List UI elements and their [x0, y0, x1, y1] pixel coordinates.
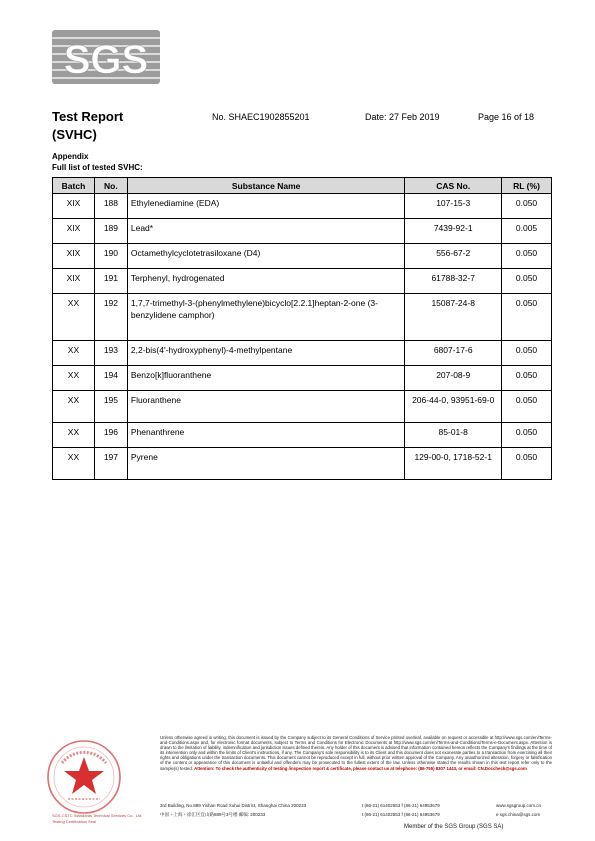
disclaimer-text: Unless otherwise agreed in writing, this document is issued by the Company subject to its General Conditions of Service printed overleaf, available on request or accessible at http://www.sgs.com/en/Terms-and-Conditions.aspx and, for electronic format documents, subject to Terms and Conditions for Electronic Documents at http://www.sgs.com/en/Terms-and-Conditions/Terms-e-Document.aspx. Attention is drawn to the limitation of liability, indemnification and jurisdiction issues defined therein. Any holder of this document is advised that information contained hereon reflects the Company's findings at the time of its intervention only and within the limits of Client's instructions, if any. The Company's sole responsibility is to its Client and this document does not exonerate parties to a transaction from exercising all their rights and obligations under the transaction documents. This document cannot be reproduced except in full, without prior written approval of the Company. Any unauthorized alteration, forgery or falsification of the content or appearance of this document is unlawful and offenders may be prosecuted to the fullest extent of the law. Unless otherwise stated the results shown in this test report refer only to the sample(s) tested.: [160, 735, 552, 771]
col-cas-header: CAS No.: [405, 178, 502, 194]
cell-no: 189: [94, 219, 127, 244]
logo-text: SGS: [63, 38, 149, 82]
authenticity-attention: Attention: To check the authenticity of testing /inspection report & certificate, please contact us at telephone: (86-755) 8307 1443, or email: CN.Doccheck@sgs.com: [194, 765, 527, 771]
cell-no: 193: [94, 341, 127, 366]
phone-cn: t (86-21) 61402553 f (86-21) 64953679: [362, 812, 440, 817]
cell-batch: XX: [53, 391, 95, 423]
cell-cas: 207-08-9: [405, 366, 502, 391]
cell-batch: XIX: [53, 219, 95, 244]
cell-cas: 7439-92-1: [405, 219, 502, 244]
col-no-header: No.: [94, 178, 127, 194]
appendix-label: Appendix: [52, 152, 89, 161]
stamp-caption-1: SGS-CSTC Standards Technical Services Co., Ltd.: [52, 813, 143, 818]
table-row: [53, 219, 552, 244]
cell-rl: 0.050: [502, 244, 552, 269]
cell-batch: XIX: [53, 244, 95, 269]
cell-substance: Octamethylcyclotetrasiloxane (D4): [127, 244, 404, 269]
sgs-logo: [52, 30, 160, 84]
cell-cas: 107-15-3: [405, 194, 502, 219]
cell-batch: XX: [53, 341, 95, 366]
cell-substance: Terphenyl, hydrogenated: [127, 269, 404, 294]
table-row: [53, 423, 552, 448]
cell-rl: 0.050: [502, 423, 552, 448]
cell-substance: 1,7,7-trimethyl-3-(phenylmethylene)bicyclo[2.2.1]heptan-2-one (3-benzylidene camphor): [127, 294, 404, 341]
table-row: [53, 341, 552, 366]
email: e sgs.china@sgs.com: [496, 812, 541, 817]
cell-batch: XX: [53, 366, 95, 391]
table-row: [53, 269, 552, 294]
cell-no: 196: [94, 423, 127, 448]
cell-substance: Pyrene: [127, 448, 404, 480]
cell-substance: Ethylenediamine (EDA): [127, 194, 404, 219]
cell-no: 188: [94, 194, 127, 219]
cell-batch: XIX: [53, 194, 95, 219]
col-batch-header: Batch: [53, 178, 95, 194]
cell-rl: 0.005: [502, 219, 552, 244]
sgs-member-note: Member of the SGS Group (SGS SA): [404, 824, 504, 830]
footer-disclaimer: [160, 735, 552, 771]
cell-cas: 556-67-2: [405, 244, 502, 269]
table-row: [53, 194, 552, 219]
cell-cas: 129-00-0, 1718-52-1: [405, 448, 502, 480]
cell-substance: Fluoranthene: [127, 391, 404, 423]
phone-en: t (86-21) 61402553 f (86-21) 64953679: [362, 803, 440, 808]
cell-cas: 85-01-8: [405, 423, 502, 448]
cell-rl: 0.050: [502, 341, 552, 366]
cell-no: 194: [94, 366, 127, 391]
cell-batch: XX: [53, 294, 95, 341]
cell-rl: 0.050: [502, 269, 552, 294]
table-row: [53, 366, 552, 391]
cell-no: 197: [94, 448, 127, 480]
table-row: [53, 294, 552, 341]
cell-cas: 6807-17-6: [405, 341, 502, 366]
cell-substance: 2,2-bis(4'-hydroxyphenyl)-4-methylpentane: [127, 341, 404, 366]
cell-cas: 206-44-0, 93951-69-0: [405, 391, 502, 423]
cell-cas: 61788-32-7: [405, 269, 502, 294]
page-number: Page 16 of 18: [478, 112, 535, 122]
cell-batch: XX: [53, 423, 95, 448]
stamp-caption-2: Testing Certification Seal: [52, 819, 97, 824]
cell-rl: 0.050: [502, 448, 552, 480]
address-en: 3rd Building, No.889 Yishan Road Xuhui District, Shanghai China 200233: [160, 803, 307, 808]
svhc-table: [52, 177, 552, 480]
col-substance-header: Substance Name: [127, 178, 404, 194]
cell-rl: 0.050: [502, 366, 552, 391]
list-title: Full list of tested SVHC:: [52, 163, 143, 172]
cell-batch: XX: [53, 448, 95, 480]
address-cn: 中国・上海・徐汇区宜山路889号3号楼 邮编: 200233: [160, 812, 266, 817]
cell-no: 195: [94, 391, 127, 423]
cell-no: 192: [94, 294, 127, 341]
cell-no: 190: [94, 244, 127, 269]
cell-batch: XIX: [53, 269, 95, 294]
cell-substance: Phenanthrene: [127, 423, 404, 448]
cell-rl: 0.050: [502, 194, 552, 219]
table-row: [53, 391, 552, 423]
table-row: [53, 244, 552, 269]
col-rl-header: RL (%): [502, 178, 552, 194]
cell-rl: 0.050: [502, 294, 552, 341]
website: www.sgsgroup.com.cn: [496, 803, 542, 808]
table-row: [53, 448, 552, 480]
cell-substance: Lead*: [127, 219, 404, 244]
cell-no: 191: [94, 269, 127, 294]
cell-substance: Benzo[k]fluoranthene: [127, 366, 404, 391]
report-number: No. SHAEC1902855201: [212, 112, 310, 122]
report-subtitle: (SVHC): [52, 127, 97, 142]
report-title: Test Report: [52, 109, 124, 124]
cell-cas: 15087-24-8: [405, 294, 502, 341]
report-date: Date: 27 Feb 2019: [365, 112, 440, 122]
cell-rl: 0.050: [502, 391, 552, 423]
table-header-row: [53, 178, 552, 194]
